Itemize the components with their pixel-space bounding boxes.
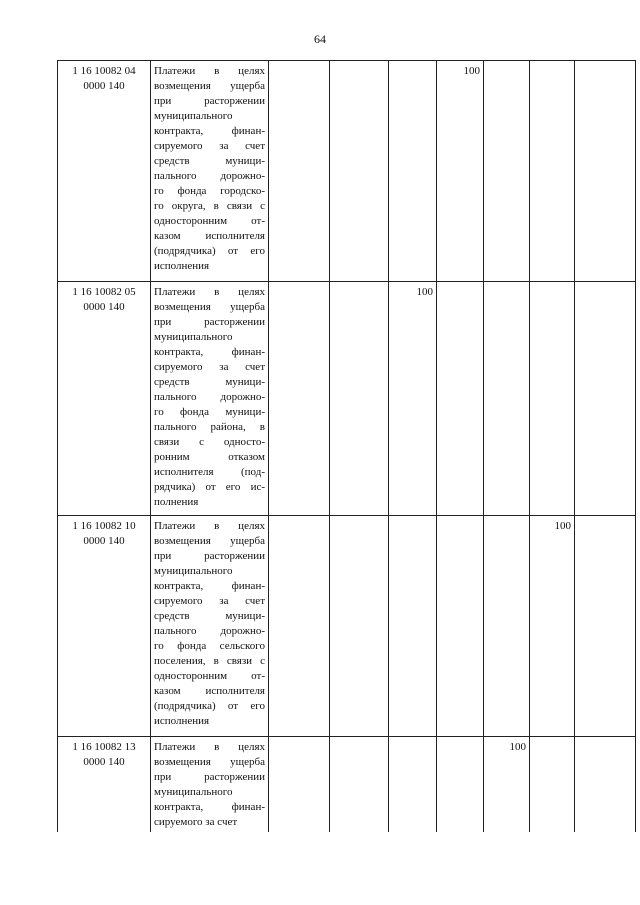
description-line: казом исполнителя xyxy=(154,230,265,242)
description-cell xyxy=(151,516,269,737)
value-cell xyxy=(330,282,389,516)
description-line: при расторжении xyxy=(154,550,265,562)
table-row xyxy=(58,516,636,737)
revenue-codes-table xyxy=(57,60,636,832)
budget-code-cell: 1 16 10082 05 0000 140 xyxy=(58,282,151,516)
description-line: исполнителя (под- xyxy=(154,466,265,478)
description-line: го фонда сельского xyxy=(154,640,265,652)
value-cell xyxy=(330,61,389,282)
description-line: Платежи в целях xyxy=(154,741,265,753)
value-cell xyxy=(484,61,530,282)
value-cell xyxy=(530,737,575,833)
value-cell xyxy=(575,737,636,833)
description-line: муниципального xyxy=(154,565,233,577)
description-line: поселения, в связи с xyxy=(154,655,265,667)
description-line: односторонним от- xyxy=(154,670,265,682)
value-cell xyxy=(330,516,389,737)
description-line: контракта, финан- xyxy=(154,346,265,358)
description-cell xyxy=(151,61,269,282)
value-cell xyxy=(330,737,389,833)
value-cell xyxy=(389,516,437,737)
description-line: го округа, в связи с xyxy=(154,200,265,212)
description-line: контракта, финан- xyxy=(154,125,265,137)
description-line: исполнения xyxy=(154,715,210,727)
description-line: полнения xyxy=(154,496,199,508)
value-cell: 100 xyxy=(484,737,530,833)
value-cell: 100 xyxy=(389,282,437,516)
description-line: исполнения xyxy=(154,260,210,272)
description-line: пального района, в xyxy=(154,421,265,433)
value-cell xyxy=(484,282,530,516)
description-line: сируемого за счет xyxy=(154,595,265,607)
description-line: муниципального xyxy=(154,331,233,343)
description-line: пального дорожно- xyxy=(154,391,265,403)
description-line: при расторжении xyxy=(154,316,265,328)
value-cell xyxy=(269,282,330,516)
description-cell xyxy=(151,737,269,833)
value-cell: 100 xyxy=(530,516,575,737)
description-line: казом исполнителя xyxy=(154,685,265,697)
value-cell xyxy=(575,282,636,516)
description-line: го фонда городско- xyxy=(154,185,265,197)
description-line: при расторжении xyxy=(154,771,265,783)
value-cell xyxy=(389,61,437,282)
value-cell xyxy=(437,282,484,516)
description-line: односторонним от- xyxy=(154,215,265,227)
budget-code-cell: 1 16 10082 04 0000 140 xyxy=(58,61,151,282)
description-line: Платежи в целях xyxy=(154,65,265,77)
description-line: связи с односто- xyxy=(154,436,265,448)
description-line: контракта, финан- xyxy=(154,580,265,592)
table-row xyxy=(58,61,636,282)
budget-code-cell: 1 16 10082 10 0000 140 xyxy=(58,516,151,737)
description-line: возмещения ущерба xyxy=(154,535,265,547)
value-cell xyxy=(269,61,330,282)
value-cell xyxy=(575,516,636,737)
description-line: сируемого за счет xyxy=(154,140,265,152)
table-row xyxy=(58,282,636,516)
description-line: муниципального xyxy=(154,786,233,798)
description-line: средств муници- xyxy=(154,155,265,167)
value-cell xyxy=(269,737,330,833)
value-cell xyxy=(530,282,575,516)
value-cell: 100 xyxy=(437,61,484,282)
description-line: (подрядчика) от его xyxy=(154,700,265,712)
budget-code-cell: 1 16 10082 13 0000 140 xyxy=(58,737,151,833)
description-line: Платежи в целях xyxy=(154,520,265,532)
description-line: контракта, финан- xyxy=(154,801,265,813)
description-line: возмещения ущерба xyxy=(154,756,265,768)
description-line: возмещения ущерба xyxy=(154,80,265,92)
description-line: пального дорожно- xyxy=(154,170,265,182)
description-line: сируемого за счет xyxy=(154,816,238,828)
description-cell xyxy=(151,282,269,516)
description-line: Платежи в целях xyxy=(154,286,265,298)
description-line: (подрядчика) от его xyxy=(154,245,265,257)
value-cell xyxy=(437,516,484,737)
description-line: муниципального xyxy=(154,110,233,122)
value-cell xyxy=(575,61,636,282)
description-line: возмещения ущерба xyxy=(154,301,265,313)
value-cell xyxy=(437,737,484,833)
page-number: 64 xyxy=(314,32,326,46)
value-cell xyxy=(269,516,330,737)
description-line: пального дорожно- xyxy=(154,625,265,637)
description-line: средств муници- xyxy=(154,376,265,388)
description-line: рядчика) от его ис- xyxy=(154,481,265,493)
description-line: при расторжении xyxy=(154,95,265,107)
description-line: сируемого за счет xyxy=(154,361,265,373)
table-row xyxy=(58,737,636,833)
value-cell xyxy=(389,737,437,833)
description-line: ронним отказом xyxy=(154,451,265,463)
value-cell xyxy=(530,61,575,282)
description-line: средств муници- xyxy=(154,610,265,622)
value-cell xyxy=(484,516,530,737)
description-line: го фонда муници- xyxy=(154,406,265,418)
